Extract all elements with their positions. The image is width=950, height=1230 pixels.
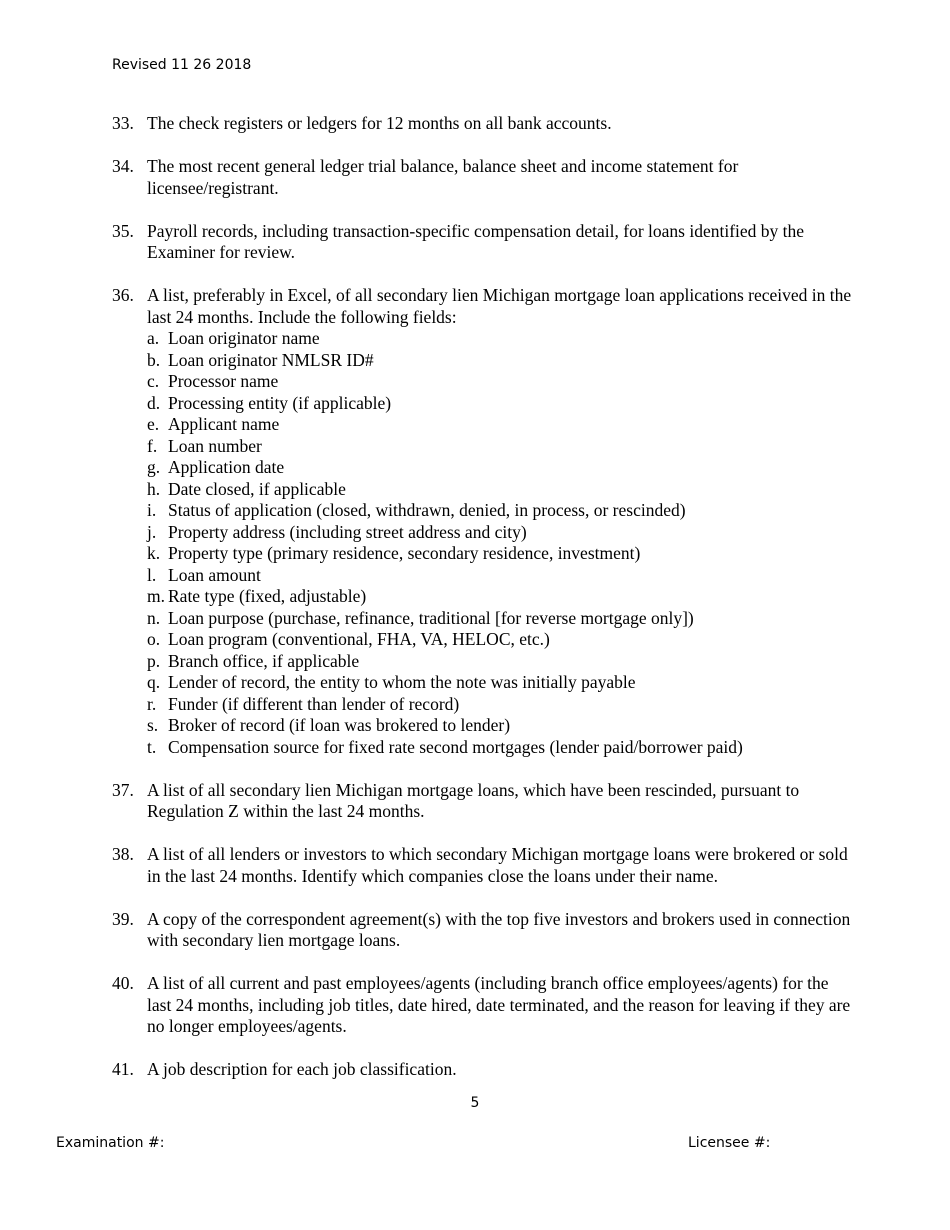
field-text: Branch office, if applicable (168, 650, 360, 671)
item-number: 34. (112, 156, 134, 176)
field-letter: k. (147, 543, 161, 563)
item-number: 37. (112, 779, 134, 800)
field-text: Loan amount (168, 564, 261, 585)
item-text: The check registers or ledgers for 12 months on all bank accounts. (147, 113, 612, 133)
item-text: The most recent general ledger trial balance, balance sheet and income statement for licensee/registrant. (147, 156, 739, 198)
field-text: Applicant name (168, 414, 280, 434)
field-letter: c. (147, 371, 160, 391)
field-text: Property type (primary residence, secondary residence, investment) (168, 543, 641, 563)
field-item (147, 737, 852, 759)
field-text: Application date (168, 457, 285, 477)
field-item (147, 694, 852, 716)
field-item (147, 715, 852, 737)
field-letter: t. (147, 736, 157, 757)
requirements-list (112, 113, 852, 1102)
field-letter: r. (147, 693, 157, 714)
field-text: Processor name (168, 371, 279, 391)
page-number: 5 (470, 1095, 480, 1111)
field-item (147, 457, 852, 479)
list-item (112, 973, 852, 1038)
item-text: A job description for each job classification. (147, 1059, 457, 1079)
field-item (147, 350, 852, 372)
field-text: Processing entity (if applicable) (168, 392, 392, 413)
field-item (147, 565, 852, 587)
examination-number-label: Examination #: (56, 1135, 165, 1151)
field-letter: e. (147, 414, 160, 434)
field-item (147, 522, 852, 544)
field-letter: h. (147, 478, 161, 499)
item-number: 39. (112, 908, 134, 929)
field-letter: f. (147, 435, 158, 456)
field-letter: i. (147, 500, 157, 520)
field-item (147, 586, 852, 608)
field-letter: m. (147, 586, 165, 606)
item-number: 40. (112, 973, 134, 993)
field-letter: o. (147, 629, 161, 649)
field-text: Loan originator NMLSR ID# (168, 349, 374, 370)
field-letter: j. (147, 521, 157, 542)
revision-date: Revised 11 26 2018 (112, 57, 252, 73)
list-item (112, 1059, 852, 1081)
item-number: 36. (112, 285, 134, 305)
field-letter: b. (147, 349, 161, 370)
field-text: Funder (if different than lender of record) (168, 693, 460, 714)
item-text: Payroll records, including transaction-specific compensation detail, for loans identified by the Examiner for review. (147, 220, 805, 262)
item-number: 38. (112, 844, 134, 864)
field-text: Lender of record, the entity to whom the note was initially payable (168, 672, 636, 692)
item-text: A list of all secondary lien Michigan mortgage loans, which have been rescinded, pursuant to Regulation Z within the last 24 months. (147, 779, 800, 821)
field-letter: g. (147, 457, 161, 477)
field-item (147, 479, 852, 501)
licensee-number-label: Licensee #: (688, 1135, 771, 1151)
item-text: A list, preferably in Excel, of all secondary lien Michigan mortgage loan applications received in the last 24 months. Include the following fields: (147, 285, 852, 327)
field-item (147, 393, 852, 415)
field-text: Property address (including street address and city) (168, 521, 527, 542)
item-text: A list of all current and past employees/agents (including branch office employees/agents) for the last 24 months, including job titles, date hired, date terminated, and the reason for leaving if they are no longer employees/agents. (147, 973, 851, 1036)
field-text: Loan purpose (purchase, refinance, traditional [for reverse mortgage only]) (168, 607, 694, 628)
item-number: 33. (112, 113, 134, 133)
field-letter: q. (147, 672, 161, 692)
field-text: Broker of record (if loan was brokered to lender) (168, 715, 511, 735)
field-text: Date closed, if applicable (168, 478, 346, 499)
field-text: Loan program (conventional, FHA, VA, HELOC, etc.) (168, 629, 550, 649)
field-item (147, 629, 852, 651)
list-item (112, 780, 852, 823)
field-letter: s. (147, 715, 159, 735)
field-letter: p. (147, 650, 161, 671)
list-item (112, 285, 852, 758)
item-text: A list of all lenders or investors to which secondary Michigan mortgage loans were brokered or sold in the last 24 months. Identify which companies close the loans under their name. (147, 844, 848, 886)
field-text: Loan originator name (168, 328, 320, 348)
field-item (147, 500, 852, 522)
field-item (147, 651, 852, 673)
field-letter: a. (147, 328, 160, 348)
list-item (112, 844, 852, 887)
field-item (147, 414, 852, 436)
field-text: Status of application (closed, withdrawn, denied, in process, or rescinded) (168, 500, 686, 520)
field-item (147, 543, 852, 565)
list-item (112, 113, 852, 135)
field-text: Rate type (fixed, adjustable) (168, 586, 367, 606)
field-item (147, 672, 852, 694)
item-number: 35. (112, 220, 134, 241)
field-item (147, 608, 852, 630)
list-item (112, 156, 852, 199)
field-item (147, 328, 852, 350)
field-item (147, 436, 852, 458)
field-letter: l. (147, 564, 157, 585)
field-letter: d. (147, 392, 161, 413)
item-text: A copy of the correspondent agreement(s) with the top five investors and brokers used in connection with secondary lien mortgage loans. (147, 908, 851, 950)
field-item (147, 371, 852, 393)
list-item (112, 909, 852, 952)
field-text: Compensation source for fixed rate second mortgages (lender paid/borrower paid) (168, 736, 743, 757)
field-list (147, 328, 852, 758)
list-item (112, 221, 852, 264)
field-text: Loan number (168, 435, 262, 456)
item-number: 41. (112, 1059, 134, 1079)
field-letter: n. (147, 607, 161, 628)
